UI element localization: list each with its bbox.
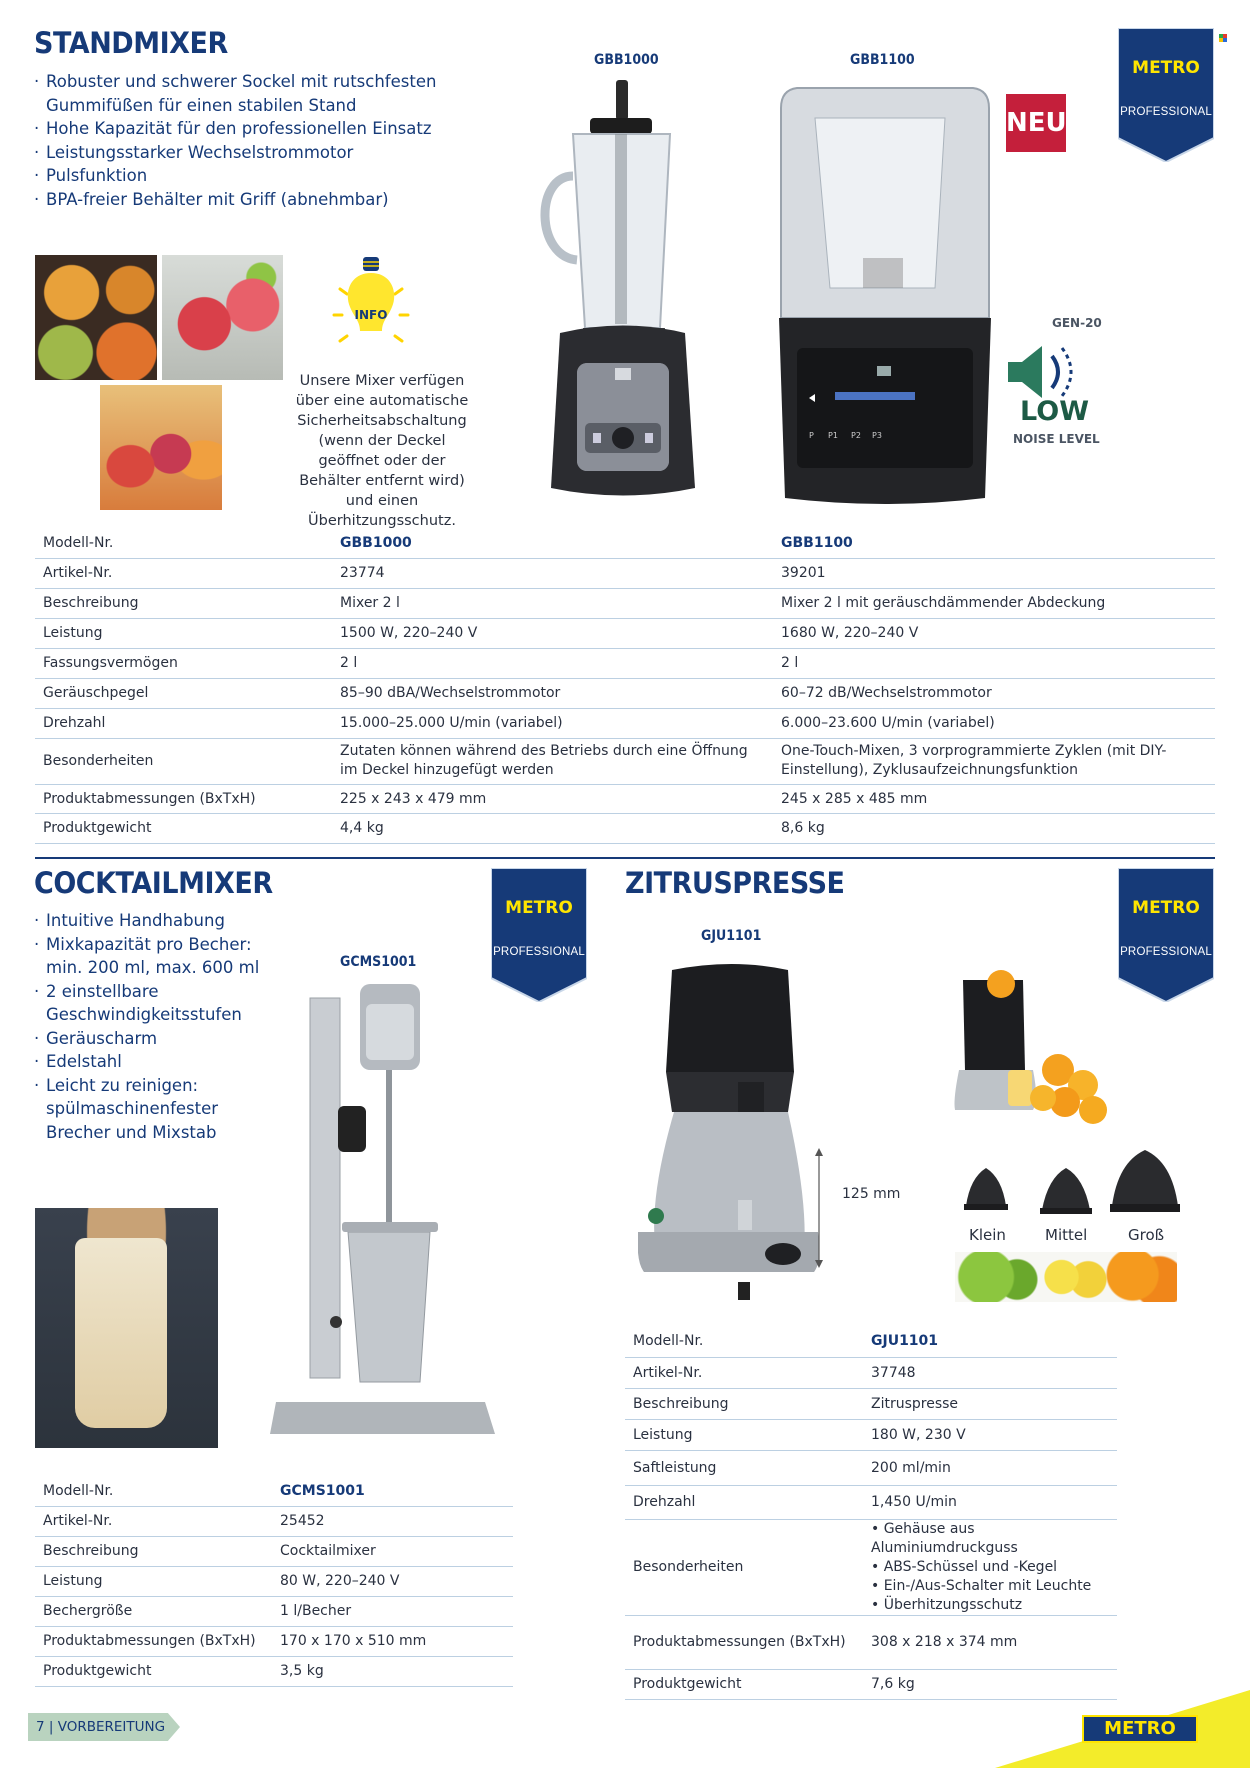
feature-item: · BPA-freier Behälter mit Griff (abnehmbar)	[34, 188, 464, 212]
table-row	[35, 528, 1215, 558]
cone-medium-icon	[1036, 1168, 1096, 1218]
table-cell: Produktabmessungen (BxTxH)	[625, 1615, 863, 1669]
citrus-press-oranges-image	[953, 960, 1113, 1130]
table-cell: Mixer 2 l mit geräuschdämmender Abdeckung	[773, 588, 1215, 618]
model-tag-gcms1001: GCMS1001	[340, 954, 417, 970]
table-cell: Fassungsvermögen	[35, 648, 332, 678]
cocktailmixer-spec-table	[35, 1476, 513, 1687]
badge-brand: METRO	[1132, 898, 1200, 918]
table-row	[35, 813, 1215, 843]
badge-sub: PROFESSIONAL	[1120, 106, 1212, 118]
model-tag-gbb1000: GBB1000	[594, 52, 659, 68]
cocktailmixer-feature-list	[34, 909, 264, 1144]
control-label-p2: P2	[851, 431, 861, 440]
table-row	[35, 1656, 513, 1686]
table-cell: 15.000–25.000 U/min (variabel)	[332, 708, 773, 738]
cocktailmixer-title: COCKTAILMIXER	[34, 866, 273, 900]
noise-level: LOW	[1020, 396, 1089, 427]
table-cell: Modell-Nr.	[625, 1326, 863, 1357]
model-tag-gju1101: GJU1101	[701, 928, 762, 944]
table-row	[35, 558, 1215, 588]
table-cell: • Gehäuse aus Aluminiumdruckguss • ABS-Schüssel und -Kegel • Ein-/Aus-Schalter mit Leuchte • Überhitzungsschutz	[871, 1520, 1092, 1613]
metro-professional-badge	[491, 868, 587, 1000]
table-cell: 4,4 kg	[332, 813, 773, 843]
table-row	[35, 1476, 513, 1506]
badge-brand: METRO	[1132, 58, 1200, 78]
table-cell: Geräuschpegel	[35, 678, 332, 708]
table-cell: 3,5 kg	[272, 1656, 513, 1686]
table-cell: 25452	[272, 1506, 513, 1536]
control-label-p3: P3	[872, 431, 882, 440]
shake-photo	[35, 1208, 218, 1448]
table-cell: Zutaten können während des Betriebs durch eine Öffnung im Deckel hinzugefügt werden	[340, 743, 748, 778]
info-text: Unsere Mixer verfügen über eine automatische Sicherheitsabschaltung (wenn der Deckel geöffnet oder der Behälter entfernt wird) und einen Überhitzungsschutz.	[295, 373, 469, 529]
table-row	[35, 588, 1215, 618]
table-cell: 1680 W, 220–240 V	[773, 618, 1215, 648]
table-cell: Zitruspresse	[863, 1388, 1117, 1419]
table-row	[35, 1626, 513, 1656]
standmixer-title: STANDMIXER	[34, 26, 228, 60]
badge-sub: PROFESSIONAL	[493, 946, 585, 958]
table-cell: 39201	[773, 558, 1215, 588]
model-tag-gbb1100: GBB1100	[850, 52, 915, 68]
table-cell: Besonderheiten	[625, 1519, 863, 1615]
badge-sub: PROFESSIONAL	[1120, 946, 1212, 958]
feature-item: · Intuitive Handhabung	[34, 909, 264, 933]
zitruspresse-title: ZITRUSPRESSE	[625, 866, 845, 900]
feature-item: · Leistungsstarker Wechselstrommotor	[34, 141, 464, 165]
table-cell: One-Touch-Mixen, 3 vorprogrammierte Zyklen (mit DIY-Einstellung), Zyklusaufzeichnungsfunktion	[781, 743, 1167, 778]
juice-glasses-photo	[100, 385, 222, 510]
table-cell: GBB1000	[332, 528, 773, 558]
feature-item: · Hohe Kapazität für den professionellen Einsatz	[34, 117, 464, 141]
table-row	[35, 678, 1215, 708]
table-cell: Produktabmessungen (BxTxH)	[35, 784, 332, 813]
feature-item: · Robuster und schwerer Sockel mit rutschfesten Gummifüßen für einen stabilen Stand	[34, 70, 464, 117]
table-cell: 245 x 285 x 485 mm	[773, 784, 1215, 813]
citrus-fruits-photo	[955, 1252, 1177, 1302]
control-label-p: P	[809, 431, 814, 440]
table-cell: 180 W, 230 V	[863, 1419, 1117, 1450]
noise-code: GEN-20	[1052, 316, 1102, 330]
table-cell: Bechergröße	[35, 1596, 272, 1626]
section-divider	[35, 857, 1215, 859]
table-row	[625, 1388, 1117, 1419]
table-row	[625, 1669, 1117, 1699]
height-label: 125 mm	[842, 1186, 901, 1202]
standmixer-spec-table	[35, 528, 1215, 844]
table-cell: 1 l/Becher	[272, 1596, 513, 1626]
table-cell: 170 x 170 x 510 mm	[272, 1626, 513, 1656]
table-cell: Produktgewicht	[35, 813, 332, 843]
table-row	[35, 1566, 513, 1596]
table-row	[35, 1536, 513, 1566]
table-cell: Produktgewicht	[35, 1656, 272, 1686]
table-cell: 8,6 kg	[773, 813, 1215, 843]
table-cell: Artikel-Nr.	[35, 558, 332, 588]
table-row	[35, 708, 1215, 738]
height-arrow-icon	[815, 1148, 823, 1268]
table-cell: Leistung	[625, 1419, 863, 1450]
control-label-p1: P1	[828, 431, 838, 440]
table-row	[625, 1519, 1117, 1615]
table-cell: Produktgewicht	[625, 1669, 863, 1699]
info-label: INFO	[354, 308, 388, 322]
table-cell: 308 x 218 x 374 mm	[863, 1615, 1117, 1669]
feature-item: · Edelstahl	[34, 1050, 264, 1074]
metro-professional-badge	[1118, 28, 1214, 160]
table-cell: 6.000–23.600 U/min (variabel)	[773, 708, 1215, 738]
table-cell: Besonderheiten	[35, 738, 332, 784]
feature-item: · Mixkapazität pro Becher: min. 200 ml, max. 600 ml	[34, 933, 264, 980]
cone-small-icon	[958, 1166, 1014, 1216]
table-cell: Drehzahl	[625, 1485, 863, 1519]
cone-large-icon	[1108, 1150, 1182, 1216]
feature-item: · 2 einstellbare Geschwindigkeitsstufen	[34, 980, 264, 1027]
standmixer-feature-list	[34, 70, 464, 211]
feature-item: · Geräuscharm	[34, 1027, 264, 1051]
table-row	[625, 1450, 1117, 1485]
cone-label-small: Klein	[969, 1226, 1006, 1244]
badge-brand: METRO	[505, 898, 573, 918]
table-cell: GJU1101	[863, 1326, 1117, 1357]
cone-label-large: Groß	[1128, 1226, 1165, 1244]
table-cell: 225 x 243 x 479 mm	[332, 784, 773, 813]
table-cell: 2 l	[332, 648, 773, 678]
table-cell: 60–72 dB/Wechselstrommotor	[773, 678, 1215, 708]
table-cell: Beschreibung	[35, 588, 332, 618]
page-number: 7 | VORBEREITUNG	[36, 1719, 166, 1735]
table-cell: Modell-Nr.	[35, 1476, 272, 1506]
feature-item: · Leicht zu reinigen: spülmaschinenfester Brecher und Mixstab	[34, 1074, 264, 1145]
table-cell: Artikel-Nr.	[625, 1357, 863, 1388]
table-row	[625, 1615, 1117, 1669]
cone-label-medium: Mittel	[1045, 1226, 1088, 1244]
table-row	[35, 784, 1215, 813]
blender-gbb1100-image	[775, 78, 995, 508]
metro-logo: METRO	[1082, 1715, 1198, 1743]
table-row	[625, 1485, 1117, 1519]
table-cell: Modell-Nr.	[35, 528, 332, 558]
noise-label: NOISE LEVEL	[1013, 432, 1100, 446]
table-cell: Beschreibung	[625, 1388, 863, 1419]
table-row	[35, 648, 1215, 678]
zitruspresse-spec-table	[625, 1326, 1117, 1700]
table-cell: Saftleistung	[625, 1450, 863, 1485]
table-cell: GCMS1001	[272, 1476, 513, 1506]
table-row	[625, 1357, 1117, 1388]
table-cell: 37748	[863, 1357, 1117, 1388]
citrus-press-image	[638, 962, 823, 1307]
table-row	[35, 738, 1215, 784]
table-row	[35, 618, 1215, 648]
soup-photo	[35, 255, 157, 380]
table-cell: 7,6 kg	[863, 1669, 1117, 1699]
table-cell: Mixer 2 l	[332, 588, 773, 618]
table-cell: 80 W, 220–240 V	[272, 1566, 513, 1596]
cocktail-mixer-image	[270, 982, 495, 1452]
table-cell: Cocktailmixer	[272, 1536, 513, 1566]
table-cell: GBB1100	[773, 528, 1215, 558]
table-cell: Drehzahl	[35, 708, 332, 738]
table-cell: 1,450 U/min	[863, 1485, 1117, 1519]
table-cell: 85–90 dBA/Wechselstrommotor	[332, 678, 773, 708]
table-row	[625, 1326, 1117, 1357]
table-cell: Leistung	[35, 618, 332, 648]
table-cell: Produktabmessungen (BxTxH)	[35, 1626, 272, 1656]
table-cell: 2 l	[773, 648, 1215, 678]
table-cell: Artikel-Nr.	[35, 1506, 272, 1536]
smoothie-photo	[162, 255, 283, 380]
table-row	[35, 1506, 513, 1536]
table-cell: Leistung	[35, 1566, 272, 1596]
blender-gbb1000-image	[515, 78, 730, 508]
color-mark-icon	[1219, 34, 1227, 42]
feature-item: · Pulsfunktion	[34, 164, 464, 188]
neu-badge: NEU	[1006, 94, 1066, 152]
table-cell: Beschreibung	[35, 1536, 272, 1566]
table-cell: 23774	[332, 558, 773, 588]
table-cell: 1500 W, 220–240 V	[332, 618, 773, 648]
table-cell: 200 ml/min	[863, 1450, 1117, 1485]
metro-professional-badge	[1118, 868, 1214, 1000]
table-row	[625, 1419, 1117, 1450]
table-row	[35, 1596, 513, 1626]
